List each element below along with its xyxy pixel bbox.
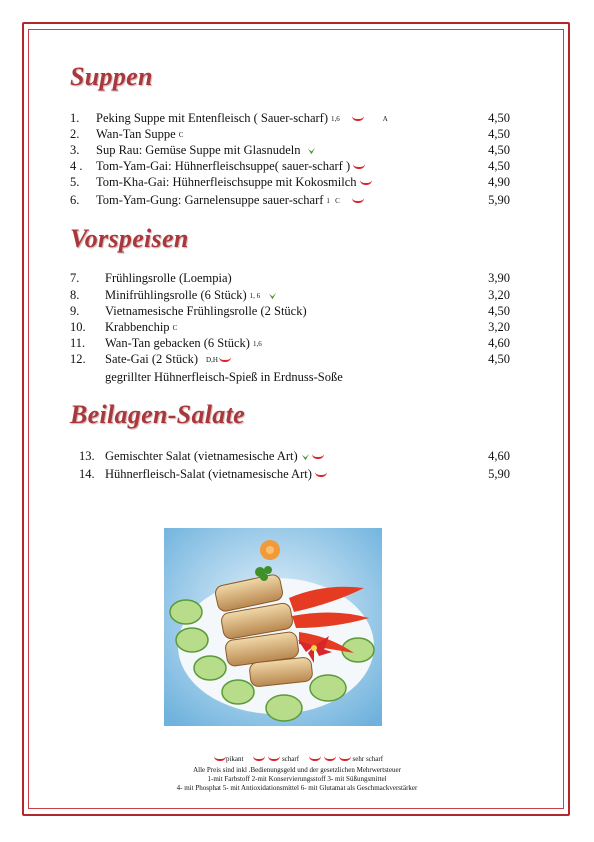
menu-item-7 [70, 270, 510, 286]
menu-item-6 [70, 192, 510, 208]
item-number: 13. [79, 449, 95, 463]
menu-item-4 [70, 158, 510, 174]
chili-icon [214, 756, 226, 762]
menu-item-5 [70, 174, 510, 190]
item-number: 14. [79, 467, 95, 481]
item-price: 4,90 [488, 175, 510, 189]
vegetarian-leaf-icon [268, 292, 277, 301]
chili-icon [253, 756, 265, 762]
item-price: 3,20 [488, 320, 510, 334]
item-price: 4,50 [488, 111, 510, 125]
spring-rolls-photo [164, 528, 382, 726]
menu-item-13 [70, 448, 510, 464]
chili-icon [324, 756, 336, 762]
additive-note: 1 C [326, 197, 340, 206]
item-price: 4,50 [488, 352, 510, 366]
item-number: 7. [70, 271, 80, 285]
item-name: Peking Suppe mit Entenfleisch ( Sauer-scharf) [96, 111, 328, 125]
item-name: Sup Rau: Gemüse Suppe mit Glasnudeln [96, 143, 301, 157]
additive-note-line-1: 1-mit Farbstoff 2-mit Konservierungsstoff 3- mit Süßungsmittel [207, 775, 387, 783]
additive-note: 1,6 [330, 115, 340, 124]
item-name: Hühnerfleisch-Salat (vietnamesische Art) [105, 467, 312, 481]
item-price: 4,50 [488, 127, 510, 141]
section-title-vorspeisen: Vorspeisen [70, 224, 189, 253]
item-name: Krabbenchip [105, 320, 170, 334]
item-number: 5. [70, 175, 80, 189]
item-price: 4,50 [488, 159, 510, 173]
menu-item-12 [70, 351, 510, 367]
item-name: Gemischter Salat (vietnamesische Art) [105, 449, 298, 463]
item-number: 1. [70, 111, 80, 125]
additive-note: D,H [206, 356, 218, 365]
chili-icon [352, 116, 365, 122]
item-price: 3,20 [488, 288, 510, 302]
item-price: 4,50 [488, 143, 510, 157]
allergen-note: A [382, 115, 388, 124]
legend-sehr-scharf: sehr scharf [352, 755, 384, 763]
vegetarian-leaf-icon [301, 453, 310, 462]
chili-icon [268, 756, 280, 762]
chili-icon [312, 454, 325, 460]
chili-icon [352, 198, 365, 204]
item-name: Tom-Yam-Gai: Hühnerfleischsuppe( sauer-scharf ) [96, 159, 351, 173]
menu-item-10 [70, 319, 510, 335]
item-price: 4,50 [488, 304, 510, 318]
item-number: 4 . [70, 159, 83, 173]
item-name: Vietnamesische Frühlingsrolle (2 Stück) [105, 304, 307, 318]
legend-scharf: scharf [281, 755, 300, 763]
menu-item-3 [70, 142, 510, 158]
menu-item-14 [70, 466, 510, 482]
item-price: 3,90 [488, 271, 510, 285]
additive-note: 1, 6 [249, 292, 261, 301]
item-number: 6. [70, 193, 80, 207]
item-number: 11. [70, 336, 86, 350]
item-name: Wan-Tan gebacken (6 Stück) [105, 336, 250, 350]
spice-legend [0, 755, 594, 764]
menu-item-9 [70, 303, 510, 319]
item-price: 4,60 [488, 449, 510, 463]
menu-item-8 [70, 287, 510, 303]
item-name: Sate-Gai (2 Stück) [105, 352, 199, 366]
item-number: 12. [70, 352, 86, 366]
item-name: Wan-Tan Suppe [96, 127, 176, 141]
section-title-suppen: Suppen [70, 62, 153, 91]
item-name: Frühlingsrolle (Loempia) [105, 271, 232, 285]
item-price: 5,90 [488, 467, 510, 481]
legend-pikant: pikant [225, 755, 244, 763]
chili-icon [339, 756, 351, 762]
item-price: 5,90 [488, 193, 510, 207]
chili-icon [360, 180, 373, 186]
item-number: 2. [70, 127, 80, 141]
menu-item-2 [70, 126, 510, 142]
item-name: Minifrühlingsrolle (6 Stück) [105, 288, 247, 302]
item-description: gegrillter Hühnerfleisch-Spieß in Erdnuss-Soße [105, 370, 343, 384]
vegetarian-leaf-icon [307, 147, 316, 156]
item-number: 10. [70, 320, 86, 334]
item-name: Tom-Yam-Gung: Garnelensuppe sauer-scharf [96, 193, 324, 207]
item-number: 9. [70, 304, 80, 318]
menu-item-1 [70, 110, 510, 126]
additive-note: C [172, 324, 178, 333]
item-name: Tom-Kha-Gai: Hühnerfleischsuppe mit Kokosmilch [96, 175, 357, 189]
chili-icon [219, 357, 232, 363]
item-number: 3. [70, 143, 80, 157]
chili-icon [315, 472, 328, 478]
chili-icon [309, 756, 321, 762]
item-number: 8. [70, 288, 80, 302]
item-price: 4,60 [488, 336, 510, 350]
section-title-beilagen-salate: Beilagen-Salate [70, 400, 245, 429]
additive-note-line-2: 4- mit Phosphat 5- mit Antioxidationsmittel 6- mit Glutamat als Geschmackverstärker [176, 784, 418, 792]
price-note: Alle Preis sind inkl .Bedienungsgeld und der gesetzlichen Mehrwertsteuer [193, 766, 401, 774]
additive-note: 1,6 [252, 340, 262, 349]
menu-item-12-description [70, 369, 510, 385]
menu-item-11 [70, 335, 510, 351]
additive-note: C [178, 131, 184, 140]
chili-icon [353, 164, 366, 170]
